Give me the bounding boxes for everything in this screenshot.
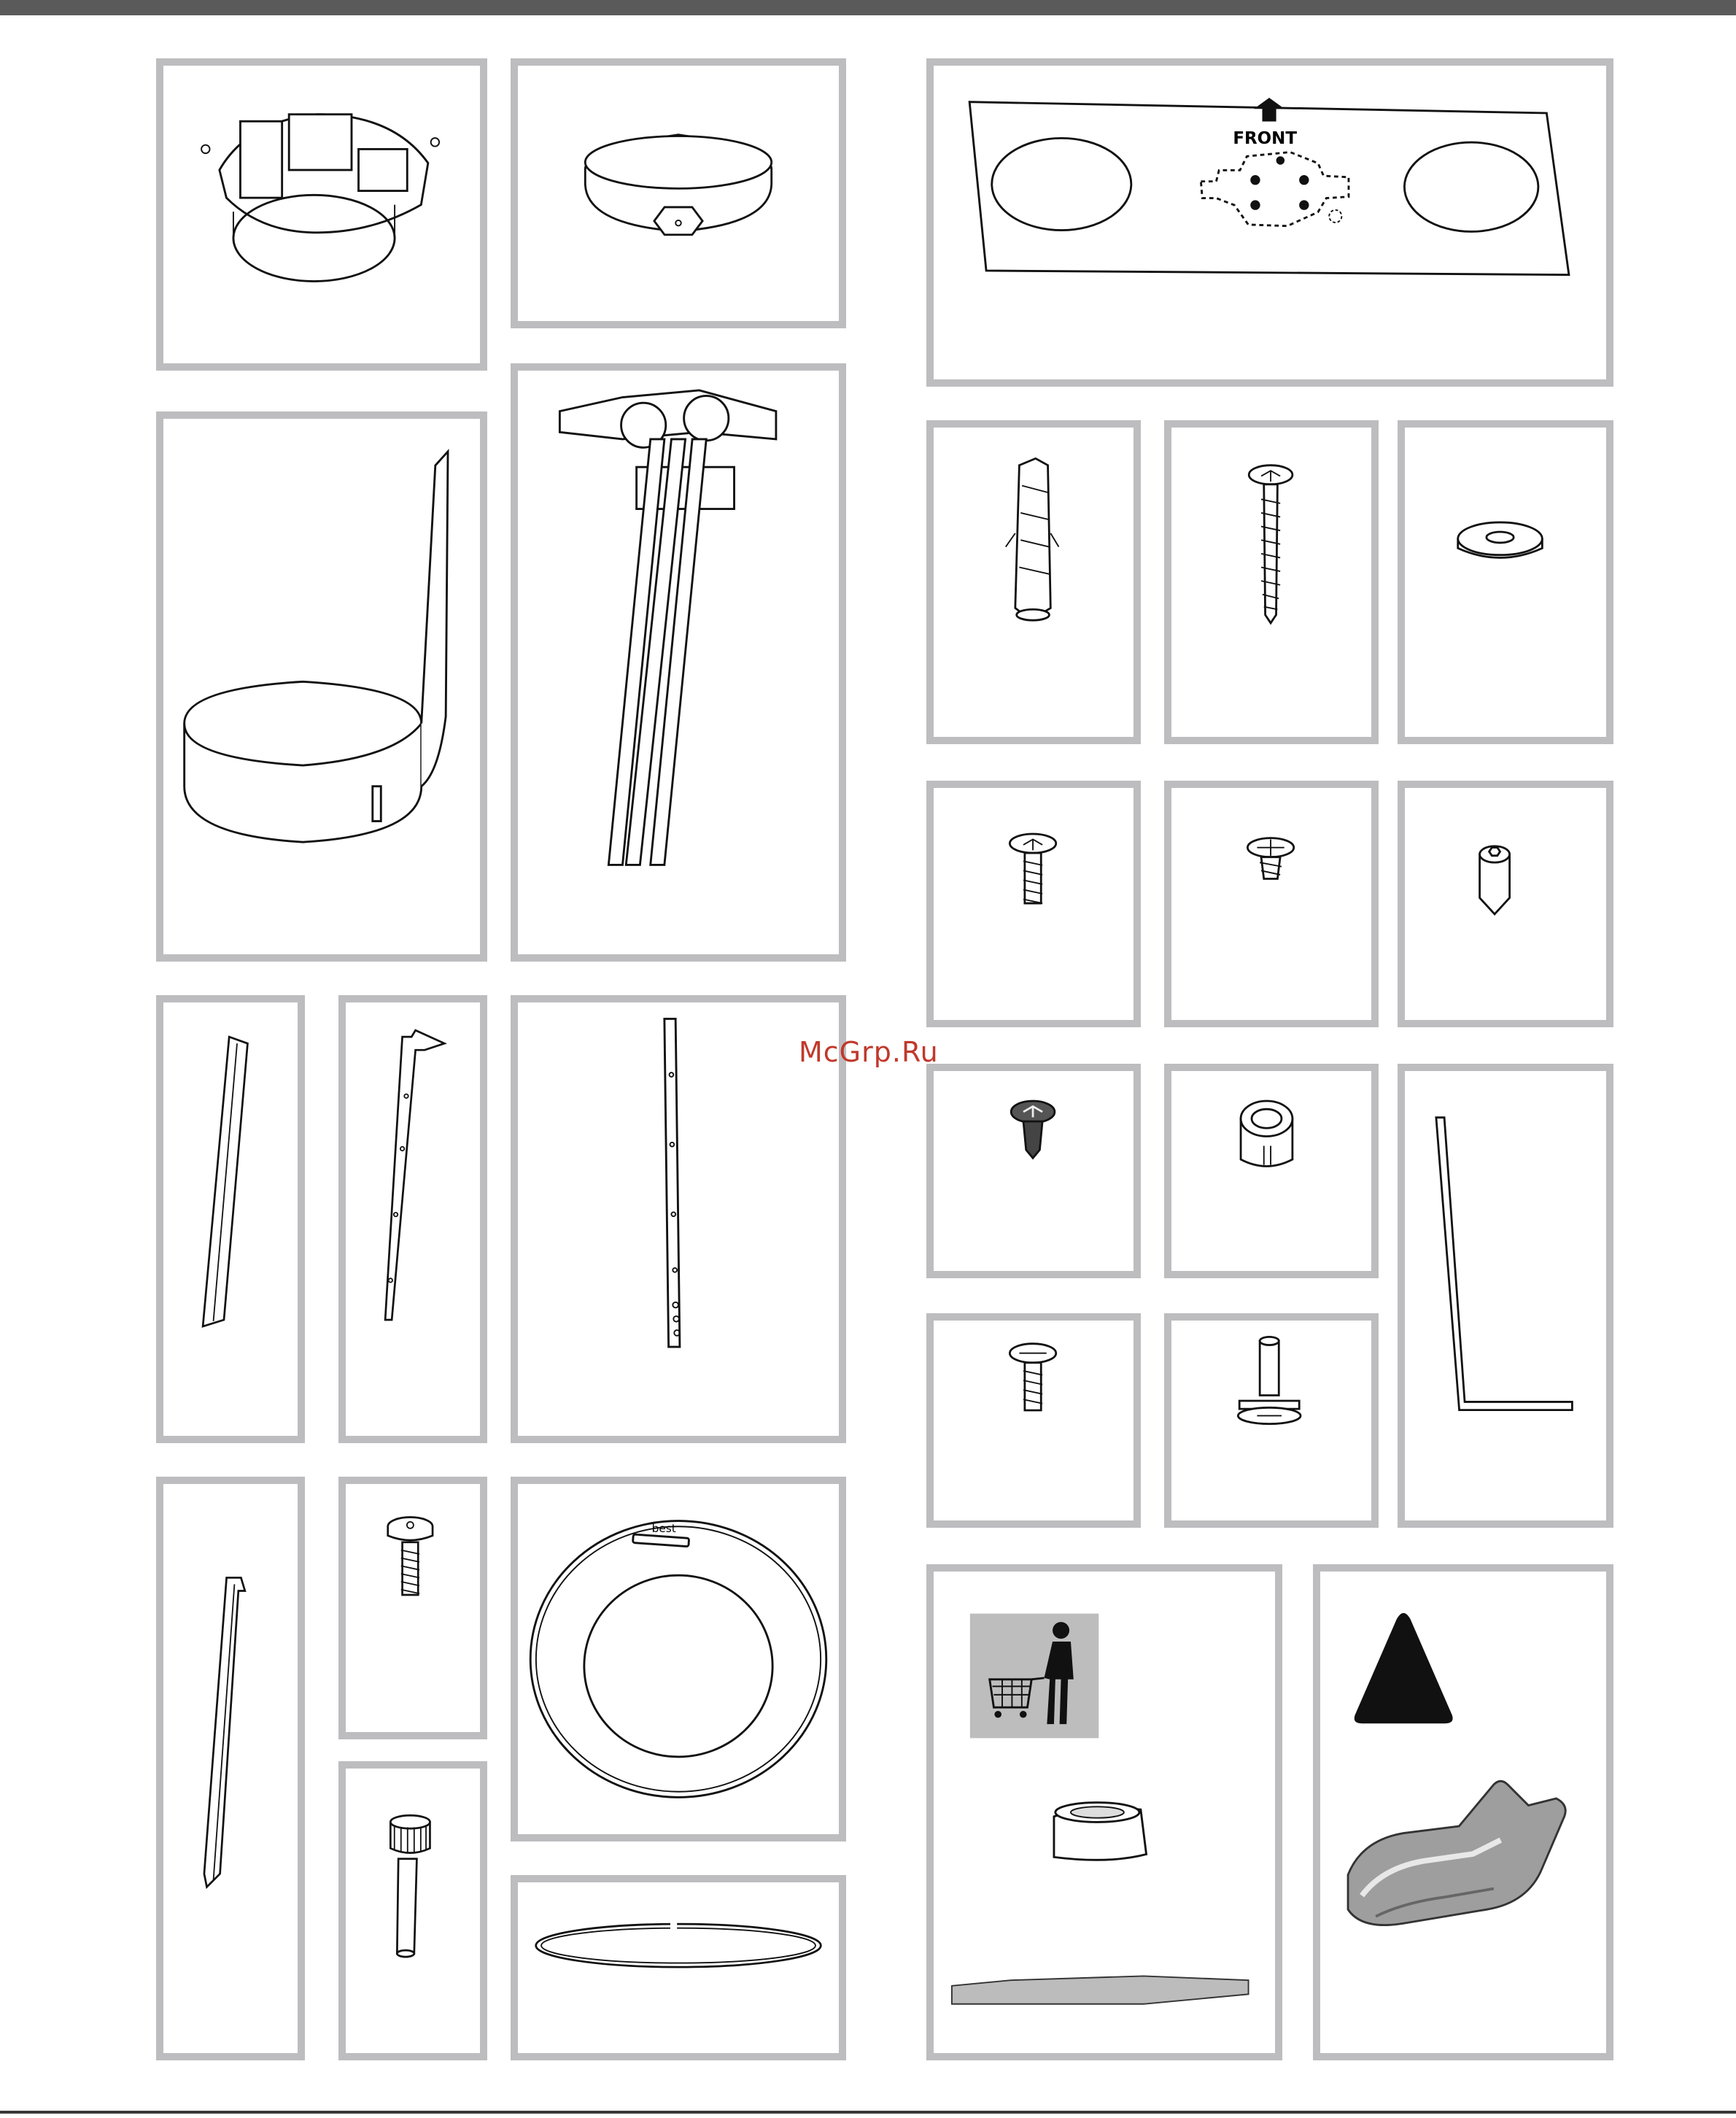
part-dark-screw xyxy=(926,1064,1141,1278)
rail-c-drawing xyxy=(518,1002,839,1436)
long-screw-drawing xyxy=(1171,428,1371,737)
panel-installation-supplies xyxy=(926,1564,1282,2060)
part-long-screw xyxy=(1164,420,1379,744)
part-wall-plug xyxy=(926,420,1141,744)
shoulder-bolt-drawing xyxy=(1171,1321,1371,1520)
wall-plug-drawing xyxy=(934,428,1134,737)
part-chimney-cover xyxy=(156,411,487,962)
cover-cap-drawing xyxy=(518,66,839,321)
grub-screw-drawing xyxy=(1405,788,1606,1020)
screw-short-a-drawing xyxy=(934,788,1134,1020)
gloves-icon xyxy=(1348,1781,1565,1925)
panel-safety xyxy=(1313,1564,1613,2060)
rail-d-drawing xyxy=(163,1484,298,2053)
safety-drawing xyxy=(1320,1572,1606,2053)
part-bushing xyxy=(1164,1064,1379,1278)
part-screw-flange xyxy=(338,1477,487,1739)
part-drilling-template xyxy=(926,58,1613,387)
part-washer xyxy=(1398,420,1613,744)
part-screw-short-a xyxy=(926,781,1141,1027)
decor-ring-drawing xyxy=(518,1484,839,1834)
top-bar xyxy=(0,0,1736,15)
part-shoulder-bolt xyxy=(1164,1313,1379,1528)
part-rail-a xyxy=(156,995,305,1443)
warning-triangle-icon xyxy=(1355,1613,1453,1723)
chimney-cover-drawing xyxy=(163,419,480,954)
mounting-bracket-drawing xyxy=(518,371,839,954)
rail-b-drawing xyxy=(346,1002,480,1436)
screw-short-c-drawing xyxy=(934,1321,1134,1520)
part-mounting-bracket xyxy=(511,363,846,962)
motor-housing-drawing xyxy=(163,66,480,363)
part-screw-short-b xyxy=(1164,781,1379,1027)
part-rail-b xyxy=(338,995,487,1443)
installation-supplies-drawing xyxy=(934,1572,1275,2053)
part-screw-short-c xyxy=(926,1313,1141,1528)
knob-pin-drawing xyxy=(346,1769,480,2053)
allen-key-drawing xyxy=(1405,1071,1606,1520)
part-decor-ring xyxy=(511,1477,846,1841)
part-motor-housing xyxy=(156,58,487,371)
part-grub-screw xyxy=(1398,781,1613,1027)
screw-short-b-drawing xyxy=(1171,788,1371,1020)
rail-a-drawing xyxy=(163,1002,298,1436)
part-rail-d xyxy=(156,1477,305,2060)
washer-drawing xyxy=(1405,428,1606,737)
part-seal-ring xyxy=(511,1875,846,2060)
shopping-cart-icon xyxy=(970,1614,1098,1739)
drilling-template-drawing xyxy=(934,66,1606,379)
part-cover-cap xyxy=(511,58,846,328)
seal-ring-drawing xyxy=(518,1882,839,2053)
screw-flange-drawing xyxy=(346,1484,480,1732)
front-label: FRONT xyxy=(1233,129,1297,149)
dark-screw-drawing xyxy=(934,1071,1134,1271)
protective-board-icon xyxy=(952,1976,1249,2003)
part-allen-key xyxy=(1398,1064,1613,1528)
watermark-text: McGrp.Ru xyxy=(799,1036,939,1068)
ring-brand-label: best xyxy=(651,1521,676,1535)
bushing-drawing xyxy=(1171,1071,1371,1271)
part-knob-pin xyxy=(338,1761,487,2060)
bottom-rule xyxy=(0,2111,1736,2114)
part-rail-c xyxy=(511,995,846,1443)
